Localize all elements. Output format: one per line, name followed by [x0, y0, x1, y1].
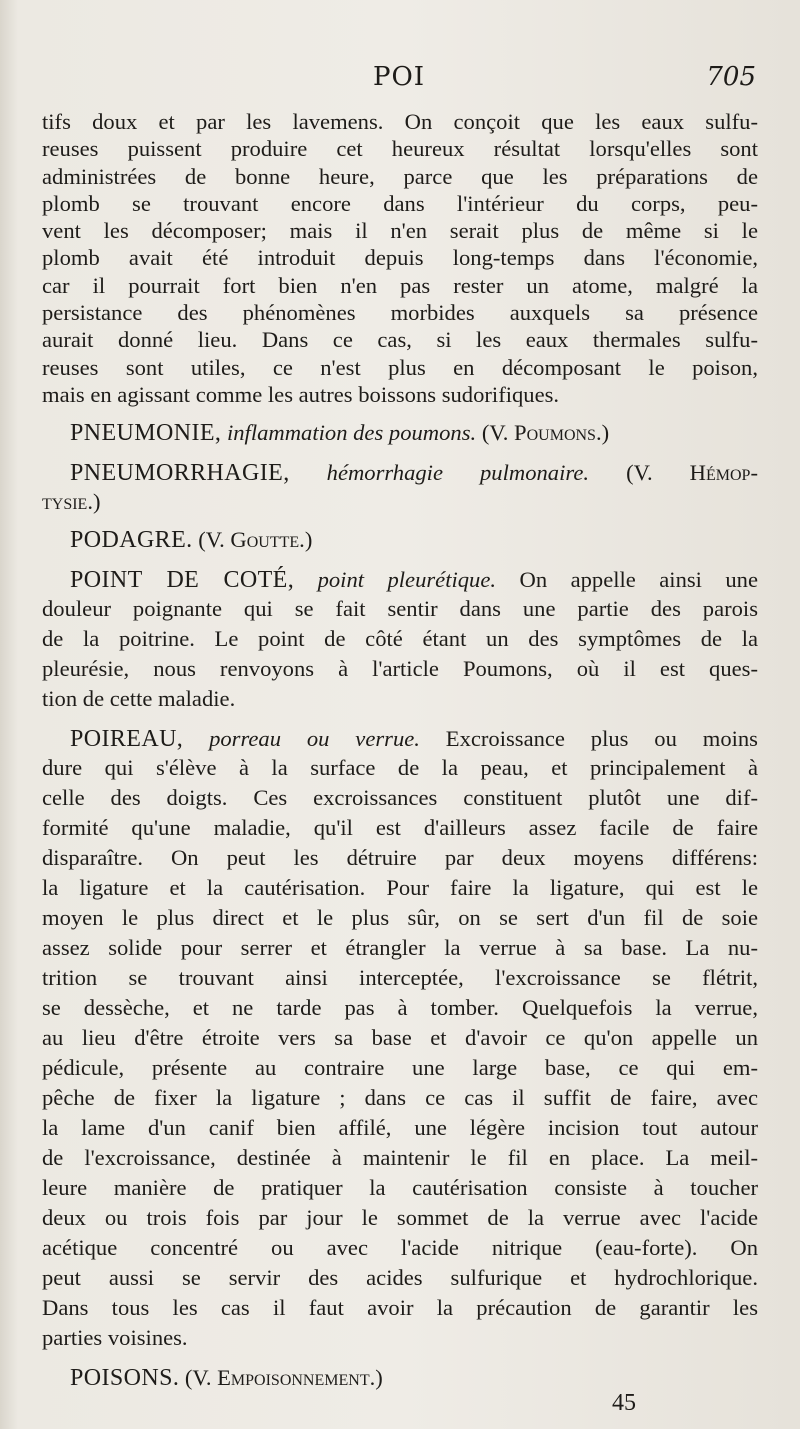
text-line: reuses sont utiles, ce n'est plus en décomposant le poison,	[42, 354, 758, 380]
entry-podagre	[42, 525, 758, 555]
text-line: disparaître. On peut les détruire par deux moyens différens:	[42, 845, 758, 871]
text-line: plomb avait été introduit depuis long-temps dans l'économie,	[42, 245, 758, 271]
text-line: tion de cette maladie.	[42, 686, 236, 712]
text-line: pleurésie, nous renvoyons à l'article Poumons, où il est ques-	[42, 656, 758, 682]
text-line: parties voisines.	[42, 1325, 188, 1351]
entry-headword: PNEUMORRHAGIE,	[70, 460, 290, 487]
text-line: de la poitrine. Le point de côté étant un des symptômes de la	[42, 626, 758, 652]
text-line: acétique concentré ou avec l'acide nitrique (eau-forte). On	[42, 1235, 758, 1261]
text-line: persistance des phénomènes morbides auxquels sa présence	[42, 300, 758, 326]
text-line: car il pourrait fort bien n'en pas rester un atome, malgré la	[42, 272, 758, 298]
text-line: mais en agissant comme les autres boissons sudorifiques.	[42, 381, 560, 407]
text-line: formité qu'une maladie, qu'il est d'ailleurs assez facile de faire	[42, 815, 758, 841]
entry-headword: POINT DE COTÉ,	[70, 567, 295, 594]
text-line: de l'excroissance, destinée à maintenir le fil en place. La meil-	[42, 1145, 758, 1171]
text-line: la ligature et la cautérisation. Pour faire la ligature, qui est le	[42, 875, 758, 901]
text-line: peut aussi se servir des acides sulfurique et hydrochlorique.	[42, 1265, 758, 1291]
text-line: plomb se trouvant encore dans l'intérieur du corps, peu-	[42, 190, 758, 216]
page-text	[42, 108, 758, 1393]
text-line: se dessèche, et ne tarde pas à tomber. Quelquefois la verrue,	[42, 995, 758, 1021]
cross-reference: (V. Hémop-	[626, 460, 758, 486]
cross-reference: (V. Goutte.)	[198, 527, 313, 553]
paragraph-continuation	[42, 108, 758, 408]
text-line: la lame d'un canif bien affilé, une légère incision tout autour	[42, 1115, 758, 1141]
cross-reference: (V. Empoisonnement.)	[184, 1365, 383, 1391]
text-line: trition se trouvant ainsi interceptée, l'excroissance se flétrit,	[42, 965, 758, 991]
text-line: vent les décomposer; mais il n'en serait plus de même si le	[42, 218, 758, 244]
text-line: pédicule, présente au contraire une large base, ce qui em-	[42, 1055, 758, 1081]
text-line: douleur poignante qui se fait sentir dans une partie des parois	[42, 596, 758, 622]
text-line: pêche de fixer la ligature ; dans ce cas il suffit de faire, avec	[42, 1085, 758, 1111]
cross-reference-continued: tysie.)	[42, 489, 101, 515]
entry-poisons	[42, 1363, 758, 1393]
text-line: assez solide pour serrer et étrangler la verrue à sa base. La nu-	[42, 935, 758, 961]
entry-pneumorrhagie	[42, 458, 758, 515]
text-line: celle des doigts. Ces excroissances constituent plutôt une dif-	[42, 785, 758, 811]
text-line: aurait donné lieu. Dans ce cas, si les eaux thermales sulfu-	[42, 327, 758, 353]
entry-headword: PNEUMONIE,	[70, 420, 222, 447]
entry-headword: POISONS.	[70, 1365, 180, 1392]
page-header	[42, 62, 756, 102]
text-line: reuses puissent produire cet heureux résultat lorsqu'elles sont	[42, 136, 758, 162]
entry-text: On appelle ainsi une	[519, 567, 759, 593]
text-line: tifs doux et par les lavemens. On conçoit que les eaux sulfu-	[42, 109, 758, 134]
entry-headword: PODAGRE.	[70, 527, 193, 554]
text-line: leure manière de pratiquer la cautérisation consiste à toucher	[42, 1175, 758, 1201]
entry-text: Excroissance plus ou moins	[445, 726, 758, 752]
page-number: 705	[706, 62, 756, 92]
text-line: au lieu d'être étroite vers sa base et d'avoir ce qu'on appelle un	[42, 1025, 758, 1051]
running-head: POI	[372, 62, 426, 92]
text-line: deux ou trois fois par jour le sommet de la verrue avec l'acide	[42, 1205, 758, 1231]
text-line: moyen le plus direct et le plus sûr, on se sert d'un fil de soie	[42, 905, 758, 931]
entry-definition: porreau ou verrue.	[209, 726, 420, 752]
text-line: administrées de bonne heure, parce que les préparations de	[42, 163, 758, 189]
entry-definition: point pleurétique.	[317, 567, 497, 593]
text-line: Dans tous les cas il faut avoir la précaution de garantir les	[42, 1295, 758, 1321]
entry-definition: inflammation des poumons.	[226, 420, 477, 446]
cross-reference: (V. Poumons.)	[481, 420, 610, 446]
entry-point-de-cote	[42, 565, 758, 714]
entry-pneumonie	[42, 418, 758, 448]
entry-poireau	[42, 724, 758, 1353]
entry-headword: POIREAU,	[70, 726, 184, 753]
entry-definition: hémorrhagie pulmonaire.	[326, 460, 590, 486]
signature-mark: 45	[612, 1390, 636, 1416]
text-line: dure qui s'élève à la surface de la peau, et principalement à	[42, 755, 758, 781]
